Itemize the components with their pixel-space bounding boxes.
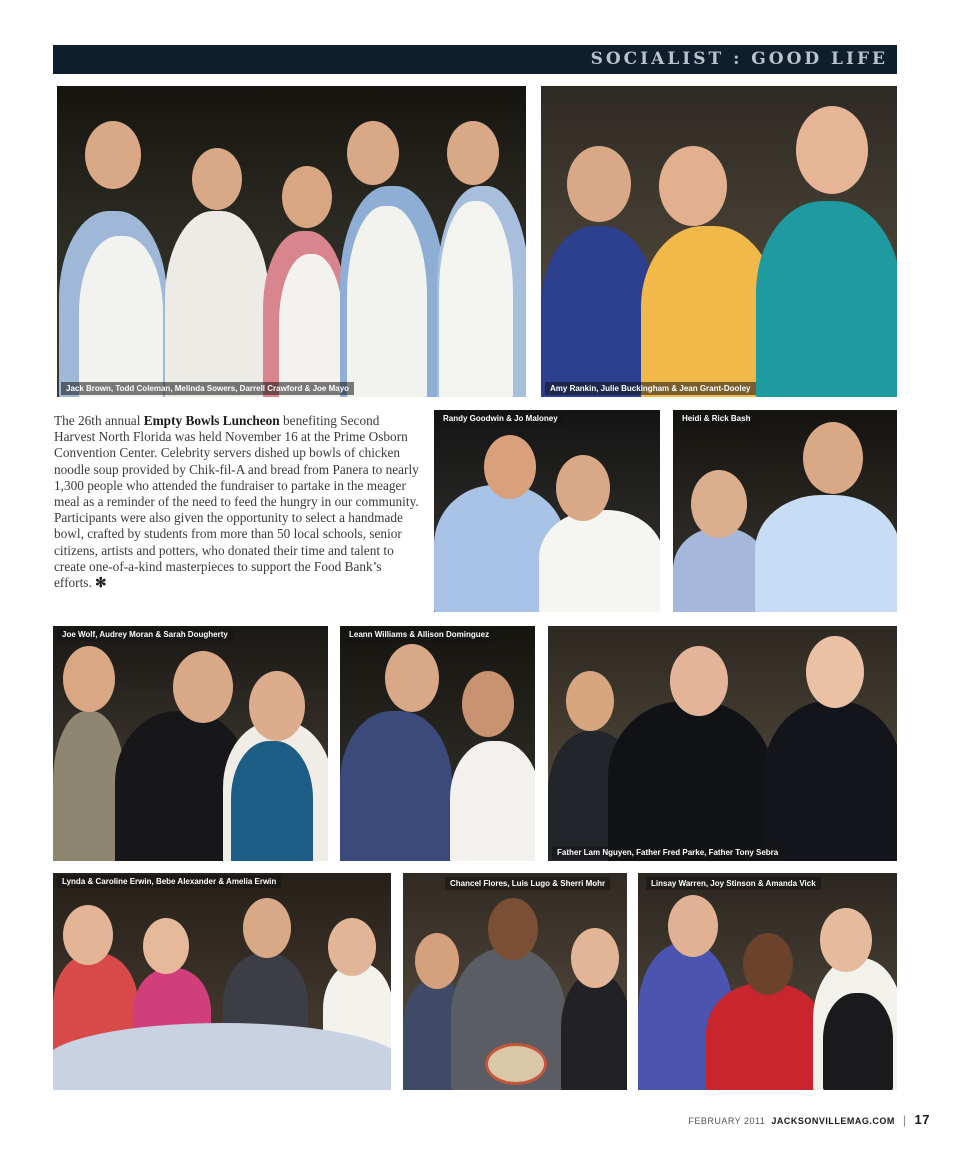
photo-caption: Linsay Warren, Joy Stinson & Amanda Vick [646, 877, 821, 890]
section-header-bar [53, 45, 897, 74]
event-name: Empty Bowls Luncheon [143, 413, 280, 428]
photo-three-women [541, 86, 897, 397]
photo-caption: Heidi & Rick Bash [677, 412, 755, 425]
photo-caption: Joe Wolf, Audrey Moran & Sarah Dougherty [57, 628, 233, 641]
bowl [485, 1043, 547, 1085]
photo-caption: Chancel Flores, Luis Lugo & Sherri Mohr [445, 877, 610, 890]
photo-bash [673, 410, 897, 612]
table-surface [53, 1023, 391, 1090]
photo-williams-dominguez [340, 626, 535, 861]
photo-flores-lugo-mohr [403, 873, 627, 1090]
photo-wolf-moran-dougherty [53, 626, 328, 861]
photo-caption: Randy Goodwin & Jo Maloney [438, 412, 563, 425]
section-header-title: SOCIALIST : GOOD LIFE [590, 49, 888, 69]
page-number: 17 [914, 1112, 930, 1127]
photo-caption: Amy Rankin, Julie Buckingham & Jean Grant-Dooley [545, 382, 756, 395]
article-body-text: benefiting Second Harvest North Florida was held November 16 at the Prime Osborn Convention Center. Celebrity servers dished up bowls of chicken noodle soup provided by Chik-fil-A and bread from Panera to nearly 1,300 people who attended the fundraiser to partake in the meager meal as a reminder of the need to feed the hungry in our community. Participants were also given the opportunity to select a handmade bowl, crafted by students from more than 50 local schools, senior citizens, artists and potters, who donated their time and talent to create one-of-a-kind masterpieces to support the Food Bank’s efforts. [54, 413, 419, 591]
end-mark: ✻ [95, 575, 107, 591]
photo-erwin-alexander [53, 873, 391, 1090]
website: JACKSONVILLEMAG.COM [771, 1116, 895, 1126]
photo-caption: Jack Brown, Todd Coleman, Melinda Sowers, Darrell Crawford & Joe Mayo [61, 382, 354, 395]
photo-warren-stinson-vick [638, 873, 897, 1090]
footer-divider: | [902, 1113, 907, 1127]
photo-caption: Leann Williams & Allison Dominguez [344, 628, 494, 641]
photo-servers [57, 86, 526, 397]
photo-goodwin-maloney [434, 410, 660, 612]
page-footer [688, 1112, 930, 1127]
photo-caption: Lynda & Caroline Erwin, Bebe Alexander & Amelia Erwin [57, 875, 281, 888]
article-body [54, 413, 422, 591]
article-intro: The 26th annual [54, 413, 144, 428]
photo-fathers [548, 626, 897, 861]
photo-caption: Father Lam Nguyen, Father Fred Parke, Father Tony Sebra [552, 846, 783, 859]
issue-date: FEBRUARY 2011 [688, 1116, 766, 1126]
